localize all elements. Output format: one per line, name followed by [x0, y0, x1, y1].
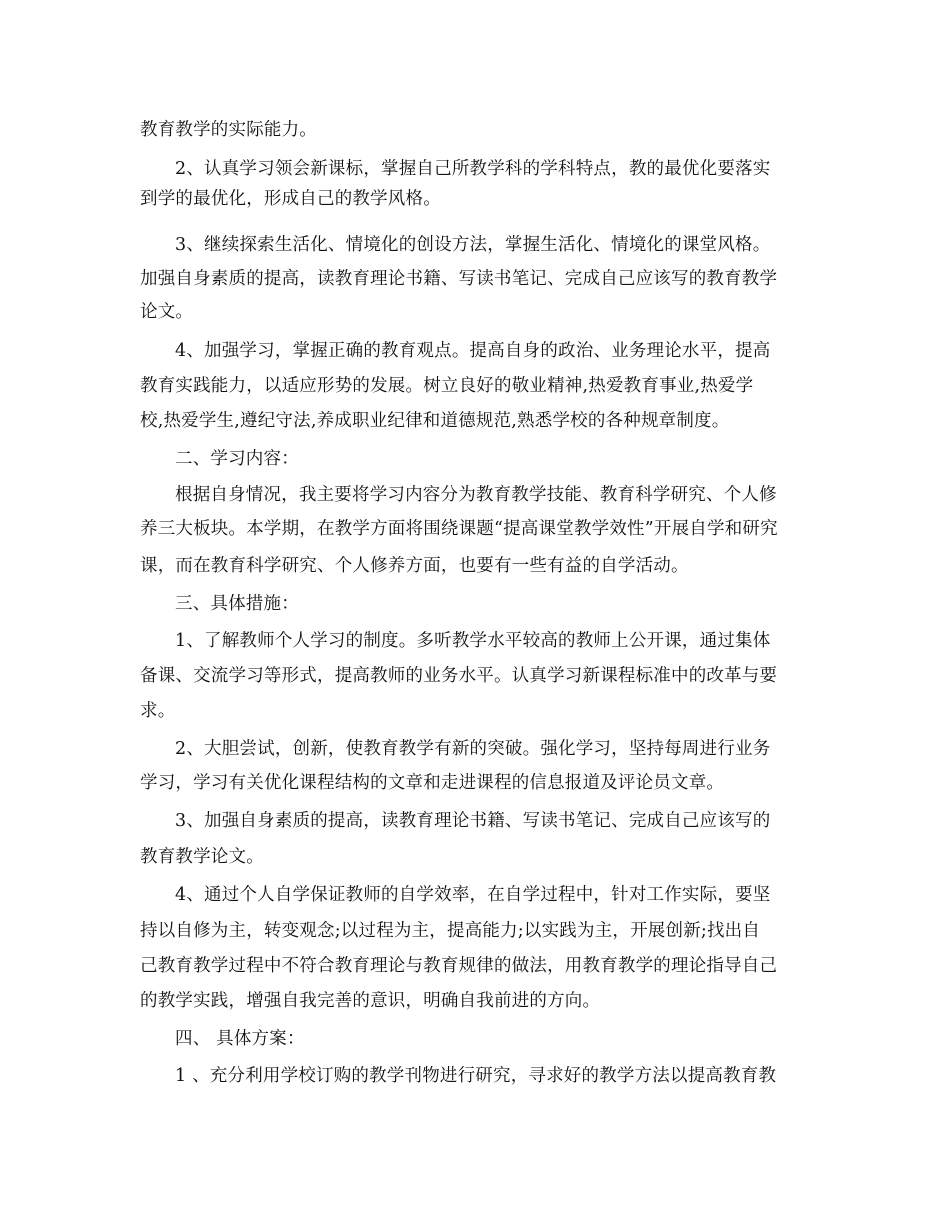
text-line: 校,热爱学生,遵纪守法,养成职业纪律和道德规范,熟悉学校的各种规章制度。 [140, 411, 730, 431]
section-heading: 二、学习内容： [175, 449, 299, 469]
text-line: 加强自身素质的提高，读教育理论书籍、写读书笔记、完成自己应该写的教育教学 [140, 269, 778, 289]
text-line: 1 、充分利用学校订购的教学刊物进行研究，寻求好的教学方法以提高教育教 [175, 1066, 777, 1086]
text-line: 的教学实践，增强自我完善的意识，明确自我前进的方向。 [140, 991, 601, 1011]
text-line: 持以自修为主，转变观念;以过程为主，提高能力;以实践为主，开展创新;找出自 [140, 921, 761, 941]
section-heading: 四、 具体方案： [175, 1029, 305, 1049]
text-line: 2、大胆尝试，创新，使教育教学有新的突破。强化学习，坚持每周进行业务 [175, 739, 771, 759]
text-line: 教育实践能力，以适应形势的发展。树立良好的敬业精神,热爱教育事业,热爱学 [140, 376, 754, 396]
section-heading: 三、具体措施： [175, 594, 299, 614]
text-line: 备课、交流学习等形式，提高教师的业务水平。认真学习新课程标准中的改革与要 [140, 666, 778, 686]
text-line: 1、了解教师个人学习的制度。多听教学水平较高的教师上公开课，通过集体 [175, 631, 771, 651]
text-line: 到学的最优化，形成自己的教学风格。 [140, 189, 441, 209]
text-line: 课，而在教育科学研究、个人修养方面，也要有一些有益的自学活动。 [140, 556, 689, 576]
text-line: 根据自身情况，我主要将学习内容分为教育教学技能、教育科学研究、个人修 [175, 485, 777, 505]
text-line: 养三大板块。本学期，在教学方面将围绕课题“提高课堂教学效性”开展自学和研究 [140, 519, 778, 539]
text-line: 2、认真学习领会新课标，掌握自己所教学科的学科特点，教的最优化要落实 [175, 159, 771, 179]
text-line: 己教育教学过程中不符合教育理论与教育规律的做法，用教育教学的理论指导自己 [140, 956, 778, 976]
text-line: 求。 [140, 701, 176, 721]
text-line: 学习，学习有关优化课程结构的文章和走进课程的信息报道及评论员文章。 [140, 773, 725, 793]
text-line: 3、继续探索生活化、情境化的创设方法，掌握生活化、情境化的课堂风格。 [175, 235, 771, 255]
text-line: 4、加强学习，掌握正确的教育观点。提高自身的政治、业务理论水平，提高 [175, 341, 771, 361]
text-line: 教育教学的实际能力。 [140, 120, 317, 140]
text-line: 4、通过个人自学保证教师的自学效率，在自学过程中，针对工作实际，要坚 [175, 885, 771, 905]
text-line: 论文。 [140, 302, 194, 322]
text-line: 3、加强自身素质的提高，读教育理论书籍、写读书笔记、完成自己应该写的 [175, 811, 771, 831]
text-line: 教育教学论文。 [140, 847, 264, 867]
